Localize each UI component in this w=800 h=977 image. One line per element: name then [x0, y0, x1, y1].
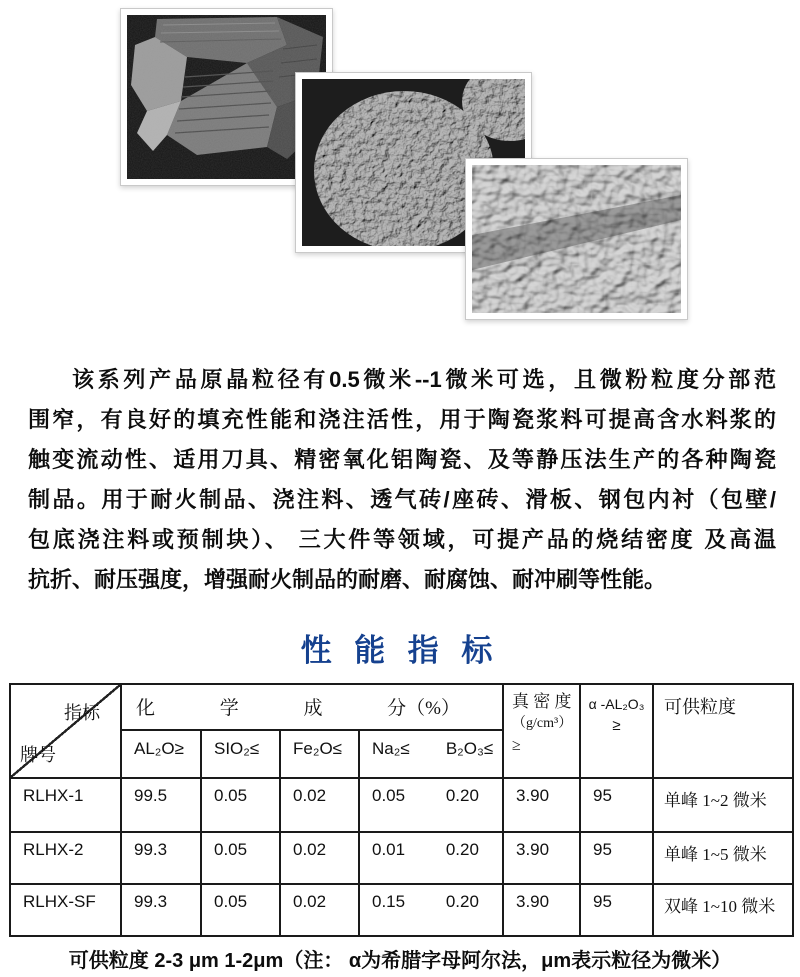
sem-photo-3-image	[472, 165, 681, 313]
cell-sio2: 0.05	[201, 884, 280, 936]
cell-na2: 0.05	[372, 786, 406, 805]
cell-sio2: 0.05	[201, 832, 280, 884]
group-header-token: 化	[136, 698, 156, 719]
cell-density: 3.90	[503, 832, 580, 884]
corner-label-grade: 牌号	[20, 745, 56, 765]
cell-al2o: 99.3	[121, 832, 201, 884]
cell-particle-size: 单峰 1~2 微米	[653, 778, 793, 832]
sem-particles-graphic	[472, 165, 681, 313]
group-header-token: 学	[219, 698, 239, 719]
cell-particle-size: 双峰 1~10 微米	[653, 884, 793, 936]
table-row	[10, 832, 793, 884]
col-header-true-density	[503, 684, 580, 778]
cell-alpha: 95	[580, 778, 653, 832]
cell-fe2o: 0.02	[280, 884, 359, 936]
group-header-chemical-composition	[121, 684, 503, 730]
sem-photo-3	[465, 158, 688, 320]
table-row	[10, 778, 793, 832]
col-header-b2o3: B₂O₃≤	[445, 739, 494, 758]
density-header-line2: （g/cm³）	[512, 716, 573, 731]
col-header-particle-size: 可供粒度	[653, 684, 793, 778]
intro-line: 抗折、耐压强度，增强耐火制品的耐磨、耐腐蚀、耐冲刷等性能。	[28, 567, 667, 592]
col-header-na2: Na₂≤	[372, 739, 410, 758]
group-header-token: 成	[303, 698, 323, 719]
section-title: 性 能 指 标	[300, 633, 500, 668]
intro-paragraph	[28, 360, 776, 600]
cell-grade: RLHX-SF	[10, 884, 121, 936]
col-header-al2o: AL₂O≥	[121, 730, 201, 778]
col-header-na2-b2o3	[359, 730, 503, 778]
intro-line: 围窄，有良好的填充性能和浇注活性，用于陶瓷浆料可提高含水料浆的	[28, 407, 776, 432]
footnote: 可供粒度 2-3 μm 1-2μm（注： α为希腊字母阿尔法，μm表示粒径为微米）	[68, 950, 732, 972]
density-header-line3: ≥	[512, 737, 521, 754]
alpha-header-line2: ≥	[612, 717, 621, 734]
cell-al2o: 99.5	[121, 778, 201, 832]
cell-fe2o: 0.02	[280, 778, 359, 832]
cell-density: 3.90	[503, 778, 580, 832]
cell-b2o3: 0.20	[445, 786, 479, 805]
alpha-header-line1: α -AL₂O₃	[588, 696, 645, 712]
cell-na2: 0.01	[372, 840, 406, 859]
cell-alpha: 95	[580, 884, 653, 936]
spec-table	[9, 683, 794, 937]
col-header-sio2: SIO₂≤	[201, 730, 280, 778]
cell-na2-b2o3	[359, 884, 503, 936]
cell-al2o: 99.3	[121, 884, 201, 936]
cell-grade: RLHX-2	[10, 832, 121, 884]
col-header-alpha-al2o3	[580, 684, 653, 778]
cell-fe2o: 0.02	[280, 832, 359, 884]
cell-b2o3: 0.20	[445, 840, 479, 859]
intro-line: 制品。用于耐火制品、浇注料、透气砖/座砖、滑板、钢包内衬（包壁/	[28, 487, 776, 512]
cell-grade: RLHX-1	[10, 778, 121, 832]
group-header-token: 分（%）	[387, 698, 460, 719]
table-row	[10, 884, 793, 936]
intro-line: 该系列产品原晶粒径有0.5微米--1微米可选，且微粉粒度分部范	[72, 367, 776, 392]
intro-line: 包底浇注料或预制块）、 三大件等领域，可提产品的烧结密度 及高温	[28, 527, 776, 552]
cell-na2: 0.15	[372, 892, 406, 911]
cell-particle-size: 单峰 1~5 微米	[653, 832, 793, 884]
intro-line: 触变流动性、适用刀具、精密氧化铝陶瓷、及等静压法生产的各种陶瓷	[28, 447, 776, 472]
cell-na2-b2o3	[359, 778, 503, 832]
cell-na2-b2o3	[359, 832, 503, 884]
table-corner-cell	[10, 684, 121, 778]
cell-sio2: 0.05	[201, 778, 280, 832]
cell-density: 3.90	[503, 884, 580, 936]
cell-b2o3: 0.20	[445, 892, 479, 911]
col-header-fe2o: Fe₂O≤	[280, 730, 359, 778]
density-header-line1: 真 密 度	[512, 692, 572, 711]
cell-alpha: 95	[580, 832, 653, 884]
corner-label-indicator: 指标	[64, 703, 100, 723]
